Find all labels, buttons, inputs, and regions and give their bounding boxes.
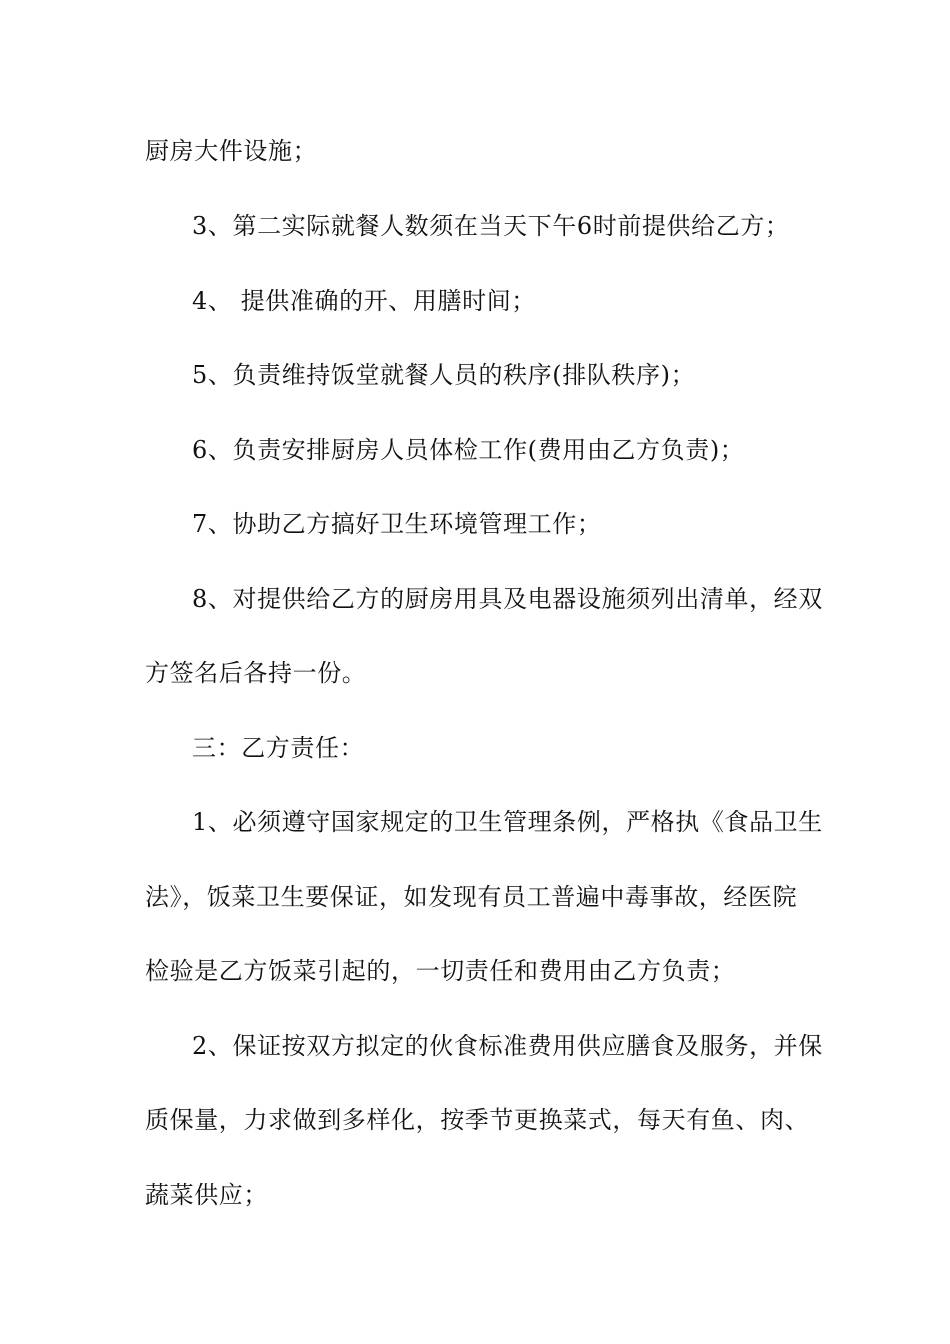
text-line: 1、必须遵守国家规定的卫生管理条例，严格执《食品卫生: [192, 808, 823, 836]
text-line: 7、协助乙方搞好卫生环境管理工作；: [192, 510, 602, 538]
text-line: 厨房大件设施；: [145, 137, 318, 165]
text-line: 蔬菜供应；: [145, 1181, 268, 1209]
text-line: 4、 提供准确的开、用膳时间；: [192, 287, 536, 315]
text-line: 质保量，力求做到多样化，按季节更换菜式，每天有鱼、肉、: [145, 1106, 810, 1134]
section-heading: 三：乙方责任：: [192, 734, 365, 762]
text-line: 方签名后各持一份。: [145, 659, 367, 687]
text-line: 8、对提供给乙方的厨房用具及电器设施须列出清单，经双: [192, 585, 823, 613]
text-line: 法》，饭菜卫生要保证，如发现有员工普遍中毒事故，经医院: [145, 883, 798, 911]
text-line: 2、保证按双方拟定的伙食标准费用供应膳食及服务，并保: [192, 1032, 823, 1060]
text-line: 5、负责维持饭堂就餐人员的秩序(排队秩序)；: [192, 361, 696, 389]
text-line: 6、负责安排厨房人员体检工作(费用由乙方负责)；: [192, 436, 745, 464]
text-line: 3、第二实际就餐人数须在当天下午6时前提供给乙方；: [192, 212, 790, 240]
text-line: 检验是乙方饭菜引起的，一切责任和费用由乙方负责；: [145, 957, 736, 985]
